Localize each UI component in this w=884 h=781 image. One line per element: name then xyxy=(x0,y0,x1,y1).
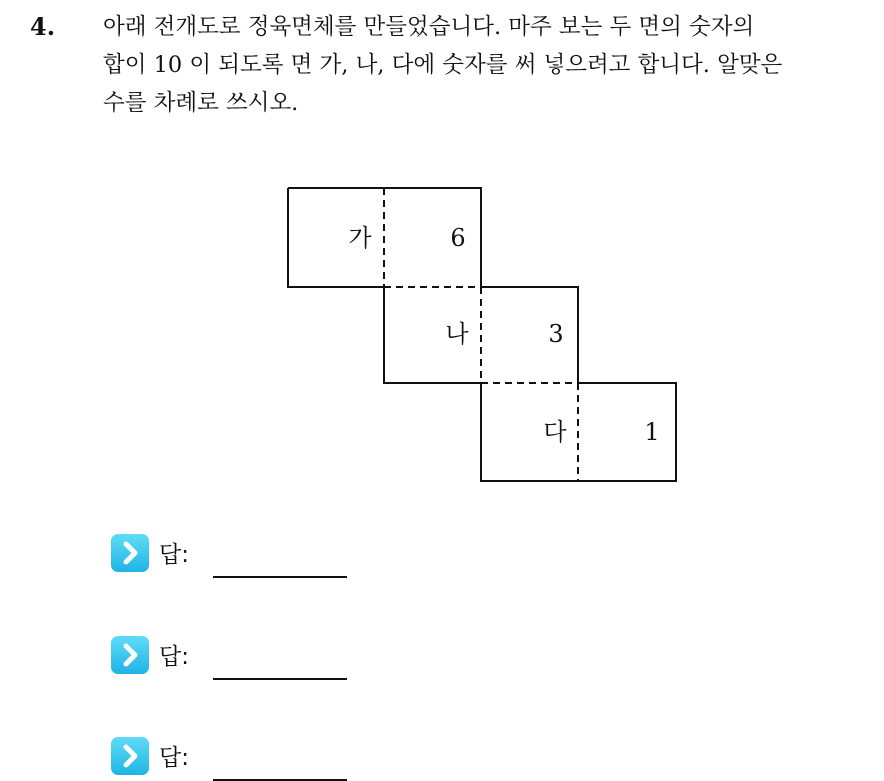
face-label-1: 1 xyxy=(644,418,660,446)
question-line: 합이 10 이 되도록 면 가, 나, 다에 숫자를 써 넣으려고 합니다. 알맞은 xyxy=(103,52,783,78)
answer-label: 답: xyxy=(159,542,189,568)
face-label-ga: 가 xyxy=(348,224,372,252)
net-outline xyxy=(288,188,676,481)
chevron-right-icon xyxy=(111,737,149,775)
answer-label: 답: xyxy=(159,745,189,771)
chevron-right-icon xyxy=(111,534,149,572)
answer-field[interactable] xyxy=(213,678,347,680)
answer-row xyxy=(111,737,371,777)
chevron-right-icon xyxy=(111,636,149,674)
face-label-na: 나 xyxy=(445,320,469,348)
answer-label: 답: xyxy=(159,644,189,670)
answer-field[interactable] xyxy=(213,576,347,578)
answer-row xyxy=(111,534,371,574)
question-number: 4. xyxy=(30,12,56,41)
face-label-da: 다 xyxy=(543,418,567,446)
question-line: 수를 차례로 쓰시오. xyxy=(103,90,299,116)
face-label-6: 6 xyxy=(450,224,466,252)
answer-row xyxy=(111,636,371,676)
question-line: 아래 전개도로 정육면체를 만들었습니다. 마주 보는 두 면의 숫자의 xyxy=(103,14,755,40)
face-label-3: 3 xyxy=(548,320,564,348)
